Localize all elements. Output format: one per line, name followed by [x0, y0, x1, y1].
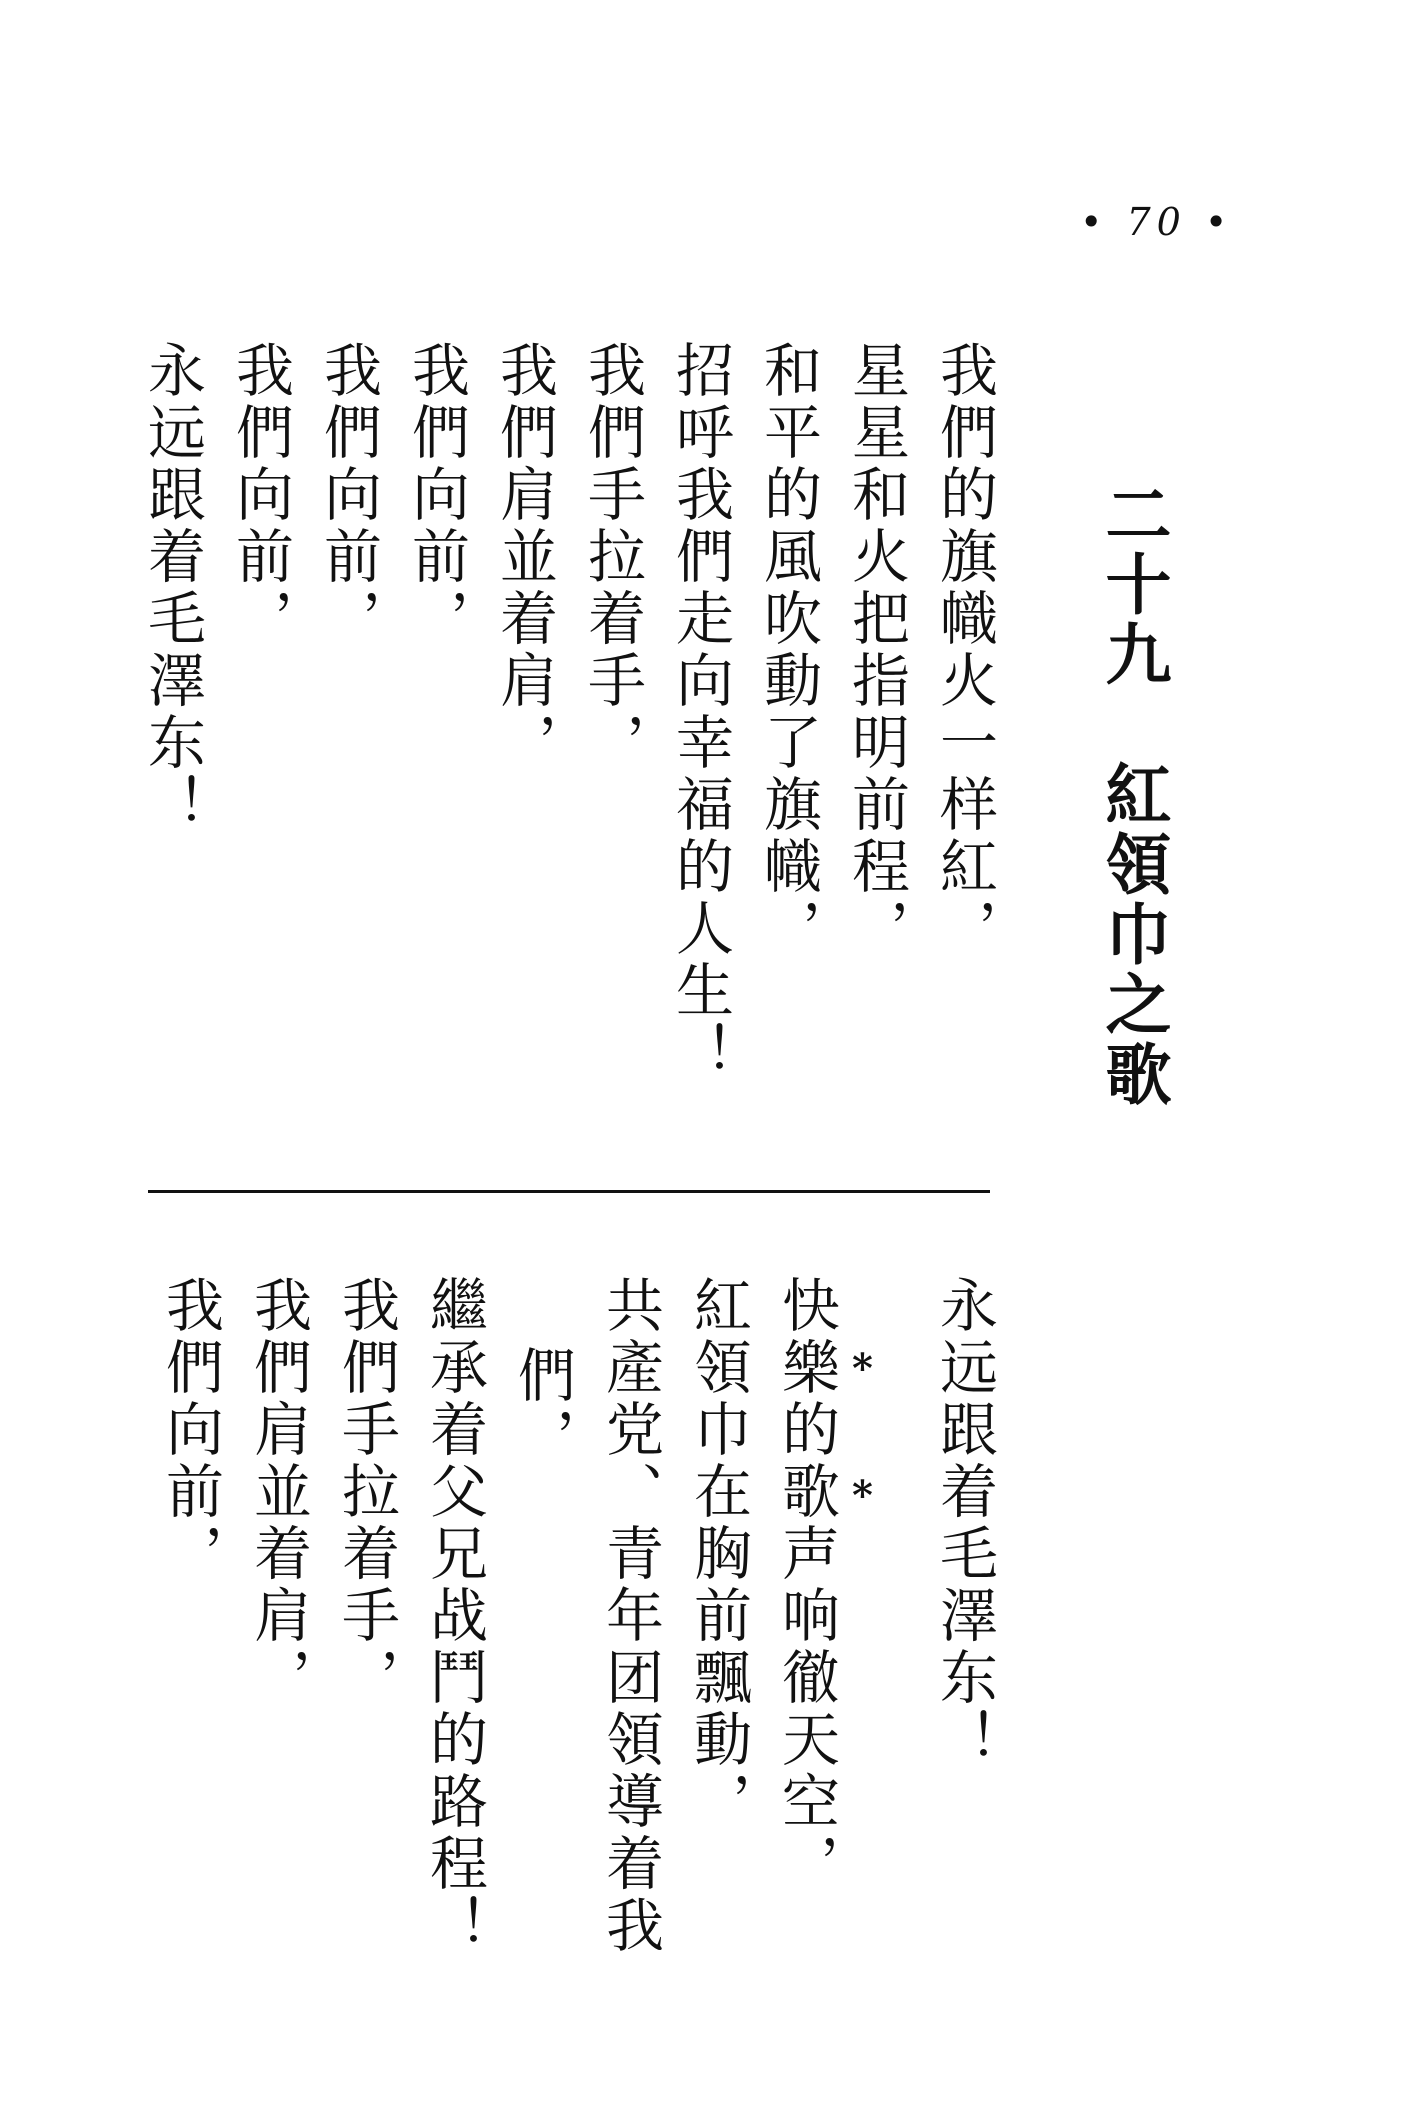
star-2: *	[852, 1472, 873, 1519]
top-line-9: 我們向前，	[226, 340, 294, 650]
bottom-line-6: 繼承着父兄战鬥的路程！	[420, 1275, 488, 1957]
top-line-10: 永远跟着毛澤东！	[138, 340, 206, 836]
top-line-4: 招呼我們走向幸福的人生！	[666, 340, 734, 1084]
page-number: • 70 •	[1080, 200, 1234, 244]
song-number: 二十九	[1094, 480, 1172, 690]
star-1: *	[852, 1345, 873, 1392]
bottom-line-2: 快樂的歌声响徹天空，	[772, 1275, 840, 1895]
top-line-7: 我們向前，	[402, 340, 470, 650]
bottom-line-9: 我們向前，	[156, 1275, 224, 1585]
top-line-5: 我們手拉着手，	[578, 340, 646, 774]
song-name: 紅領巾之歌	[1094, 760, 1172, 1110]
top-line-8: 我們向前，	[314, 340, 382, 650]
top-line-1: 我們的旗幟火一样紅，	[930, 340, 998, 960]
bottom-line-8: 我們肩並着肩，	[244, 1275, 312, 1709]
bottom-line-5: 們，	[508, 1345, 576, 1469]
top-line-3: 和平的風吹動了旗幟，	[754, 340, 822, 960]
bottom-line-4: 共產党、青年团領導着我	[596, 1275, 664, 1957]
section-stars	[852, 1345, 873, 1519]
divider-line	[148, 1190, 990, 1193]
top-line-6: 我們肩並着肩，	[490, 340, 558, 774]
song-title	[1094, 480, 1172, 1110]
top-line-2: 星星和火把指明前程，	[842, 340, 910, 960]
bottom-line-3: 紅領巾在胸前飄動，	[684, 1275, 752, 1833]
bottom-line-7: 我們手拉着手，	[332, 1275, 400, 1709]
bottom-line-1: 永远跟着毛澤东！	[930, 1275, 998, 1771]
